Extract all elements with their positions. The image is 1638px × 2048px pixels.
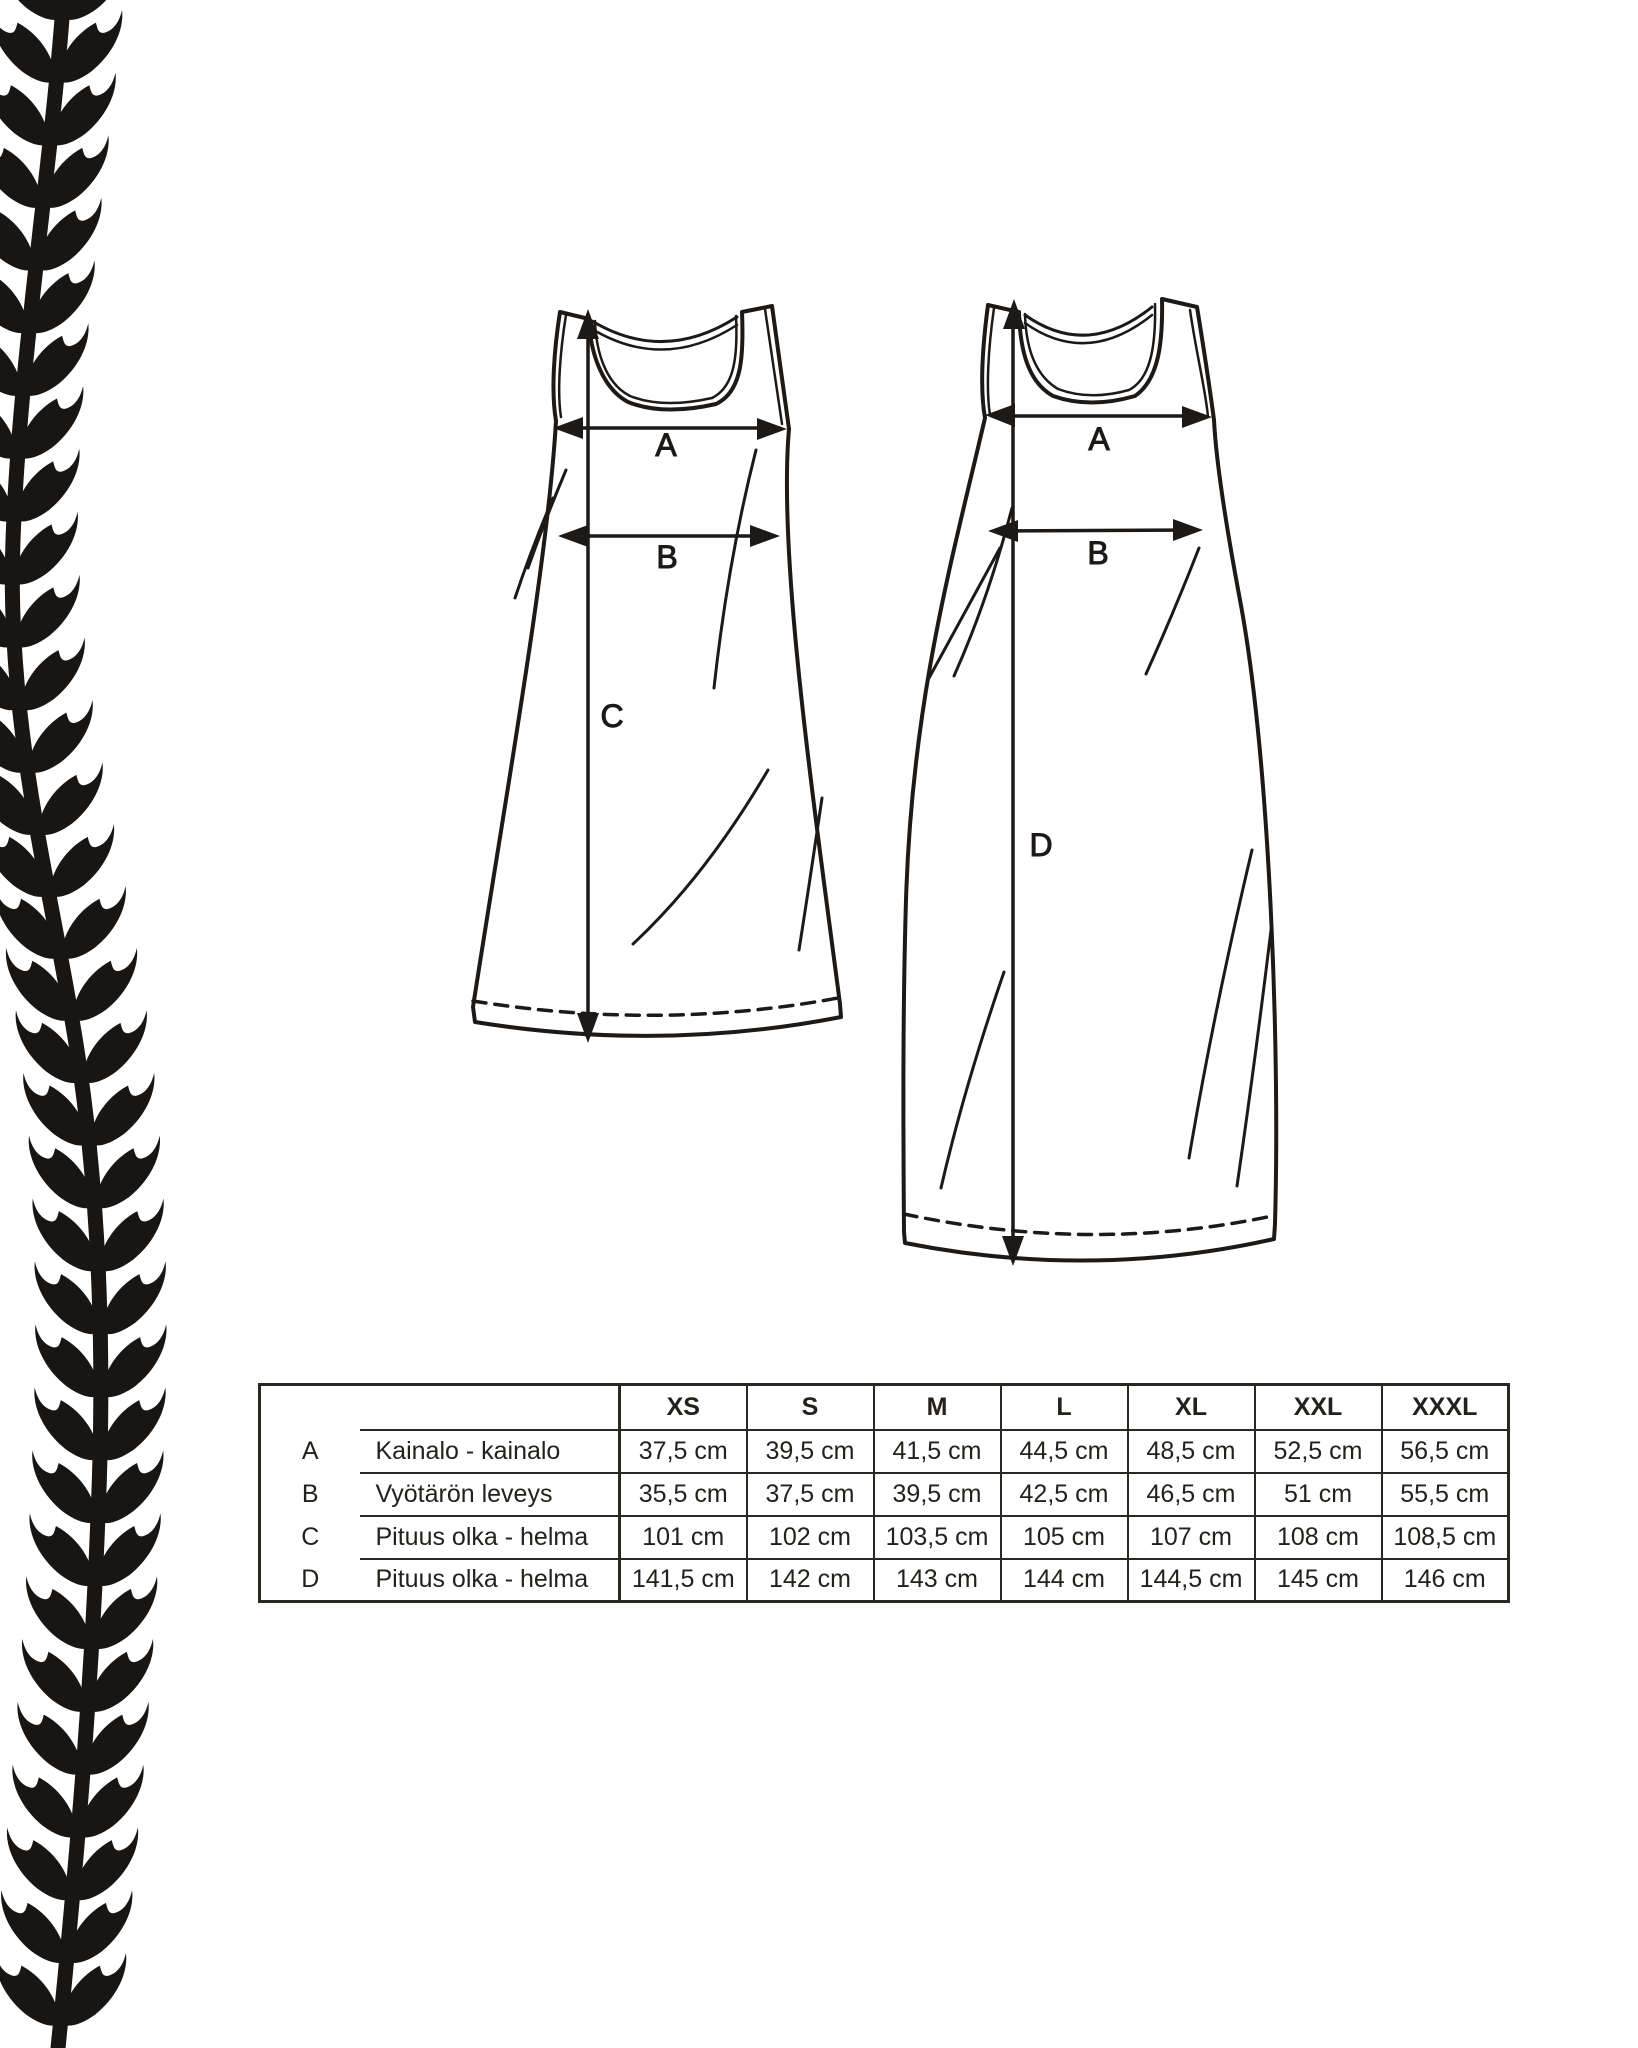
value-cell: 103,5 cm	[874, 1516, 1001, 1559]
row-key: C	[301, 1522, 320, 1551]
row-key: A	[301, 1436, 319, 1465]
measure-label-a-short: A	[655, 427, 677, 463]
measure-label-a-long: A	[1088, 421, 1110, 457]
table-row-a	[260, 1430, 1509, 1473]
long-dress-drape-lines	[929, 508, 1271, 1188]
arrowhead-right	[750, 525, 780, 547]
size-header-xs: XS	[620, 1385, 747, 1430]
value-cell: 41,5 cm	[874, 1430, 1001, 1473]
measure-label-b-short: B	[656, 539, 678, 575]
value-cell: 39,5 cm	[747, 1430, 874, 1473]
value-cell: 141,5 cm	[620, 1559, 747, 1602]
arrowhead-left	[558, 525, 588, 547]
size-header-xxxl: XXXL	[1382, 1385, 1509, 1430]
arrowhead-up	[1003, 299, 1025, 329]
value-cell: 42,5 cm	[1001, 1473, 1128, 1516]
value-cell: 108 cm	[1255, 1516, 1382, 1559]
value-cell: 108,5 cm	[1382, 1516, 1509, 1559]
table-row-b	[260, 1473, 1509, 1516]
size-header-row	[260, 1385, 1509, 1430]
arrowhead-right	[1173, 519, 1203, 541]
value-cell: 145 cm	[1255, 1559, 1382, 1602]
value-cell: 52,5 cm	[1255, 1430, 1382, 1473]
value-cell: 102 cm	[747, 1516, 874, 1559]
value-cell: 56,5 cm	[1382, 1430, 1509, 1473]
measure-label-b-long: B	[1087, 535, 1109, 571]
table-row-c	[260, 1516, 1509, 1559]
value-cell: 55,5 cm	[1382, 1473, 1509, 1516]
size-header-m: M	[874, 1385, 1001, 1430]
short-dress-hem-stitch-line	[473, 998, 838, 1015]
row-key: B	[301, 1479, 319, 1508]
value-cell: 144 cm	[1001, 1559, 1128, 1602]
arrowhead-down	[577, 1013, 599, 1043]
row-label: Pituus olka - helma	[360, 1516, 620, 1559]
short-dress-outline	[473, 306, 841, 1036]
long-dress-measurements	[985, 299, 1212, 1266]
long-dress-back-neckline	[1025, 307, 1152, 335]
long-dress-hem-stitch-line	[904, 1214, 1272, 1235]
value-cell: 142 cm	[747, 1559, 874, 1602]
value-cell: 48,5 cm	[1128, 1430, 1255, 1473]
row-label: Pituus olka - helma	[360, 1559, 620, 1602]
measure-label-d-long: D	[1029, 827, 1053, 863]
size-header-s: S	[747, 1385, 874, 1430]
size-header-l: L	[1001, 1385, 1128, 1430]
arrowhead-down	[1002, 1236, 1024, 1266]
size-measurement-table	[258, 1383, 1510, 1603]
value-cell: 39,5 cm	[874, 1473, 1001, 1516]
size-header-xxl: XXL	[1255, 1385, 1382, 1430]
row-key: D	[301, 1564, 320, 1593]
value-cell: 105 cm	[1001, 1516, 1128, 1559]
value-cell: 37,5 cm	[747, 1473, 874, 1516]
corner-name-header	[360, 1385, 620, 1430]
value-cell: 143 cm	[874, 1559, 1001, 1602]
vine-border-decoration	[0, 0, 185, 2048]
measure-arrow-d-long	[1002, 299, 1025, 1266]
short-dress-drape-lines	[515, 450, 822, 950]
value-cell: 37,5 cm	[620, 1430, 747, 1473]
value-cell: 107 cm	[1128, 1516, 1255, 1559]
long-dress-armhole-binding-left	[988, 308, 994, 415]
table-row-d	[260, 1559, 1509, 1602]
short-dress-measurements	[553, 309, 787, 1043]
value-cell: 51 cm	[1255, 1473, 1382, 1516]
row-label: Vyötärön leveys	[360, 1473, 620, 1516]
measure-label-c-short: C	[600, 698, 624, 734]
size-header-xl: XL	[1128, 1385, 1255, 1430]
value-cell: 146 cm	[1382, 1559, 1509, 1602]
row-label: Kainalo - kainalo	[360, 1430, 620, 1473]
corner-letter-header	[260, 1385, 360, 1430]
value-cell: 144,5 cm	[1128, 1559, 1255, 1602]
short-dress-illustration	[473, 306, 841, 1036]
short-dress-armhole-binding-left	[559, 315, 566, 417]
value-cell: 101 cm	[620, 1516, 747, 1559]
value-cell: 44,5 cm	[1001, 1430, 1128, 1473]
value-cell: 35,5 cm	[620, 1473, 747, 1516]
value-cell: 46,5 cm	[1128, 1473, 1255, 1516]
